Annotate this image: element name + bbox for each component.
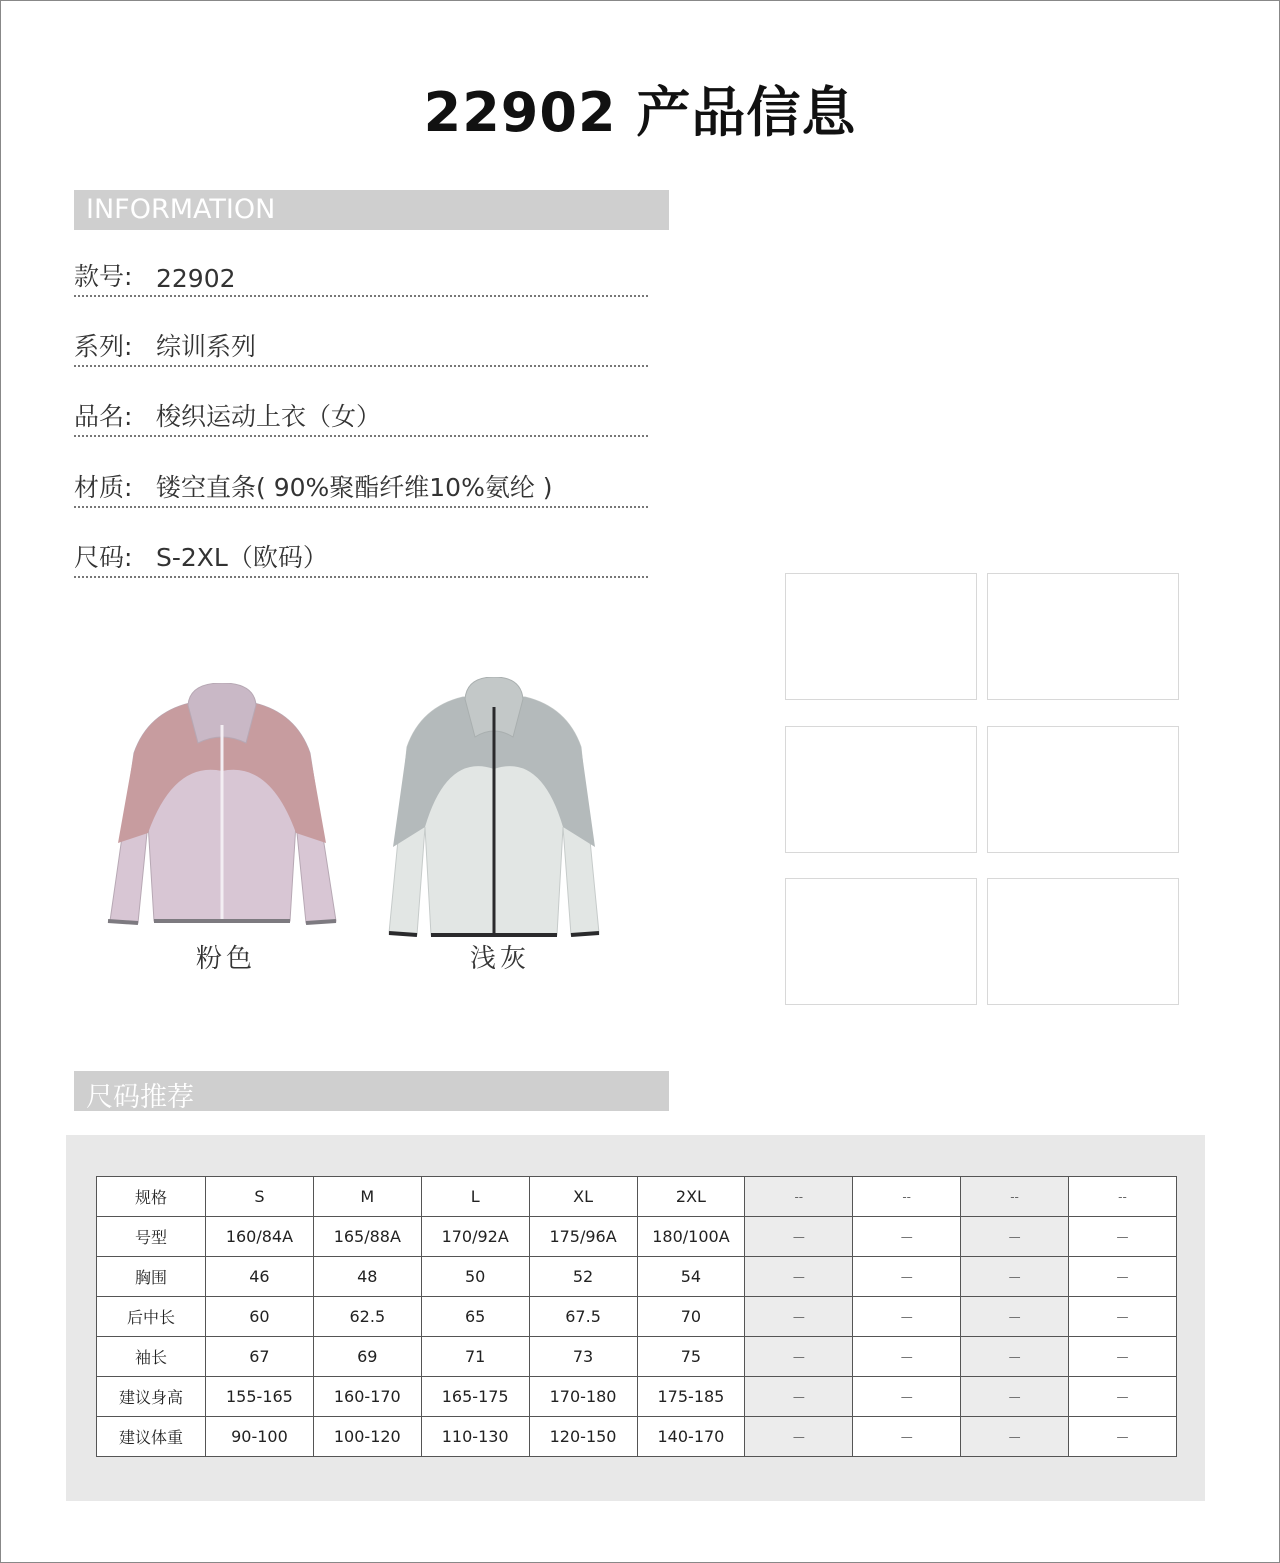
info-value: 综训系列 bbox=[156, 332, 257, 361]
table-cell: — bbox=[745, 1337, 853, 1377]
table-cell: 60 bbox=[206, 1297, 314, 1337]
table-cell: -- bbox=[1069, 1177, 1177, 1217]
info-value: 梭织运动上衣（女） bbox=[156, 402, 382, 431]
row-label: 袖长 bbox=[97, 1337, 206, 1377]
table-cell: — bbox=[853, 1257, 961, 1297]
row-label: 规格 bbox=[97, 1177, 206, 1217]
table-cell: -- bbox=[961, 1177, 1069, 1217]
image-placeholder bbox=[987, 573, 1179, 700]
table-cell: 67 bbox=[206, 1337, 314, 1377]
table-cell: 175/96A bbox=[529, 1217, 637, 1257]
page-title: 22902 产品信息 bbox=[423, 81, 857, 144]
table-cell: 73 bbox=[529, 1337, 637, 1377]
info-row-product-name bbox=[74, 395, 648, 437]
table-cell: — bbox=[853, 1337, 961, 1377]
info-value: S-2XL（欧码） bbox=[156, 543, 328, 572]
table-cell: — bbox=[853, 1217, 961, 1257]
table-cell: S bbox=[206, 1177, 314, 1217]
table-cell: — bbox=[1069, 1337, 1177, 1377]
table-cell: — bbox=[1069, 1297, 1177, 1337]
info-key: 尺码: bbox=[74, 543, 133, 572]
table-cell: 175-185 bbox=[637, 1377, 745, 1417]
size-table bbox=[96, 1176, 1177, 1457]
table-cell: — bbox=[745, 1257, 853, 1297]
table-cell: — bbox=[745, 1297, 853, 1337]
table-cell: 71 bbox=[421, 1337, 529, 1377]
table-cell: 165-175 bbox=[421, 1377, 529, 1417]
information-header bbox=[74, 190, 669, 230]
table-cell: XL bbox=[529, 1177, 637, 1217]
table-cell: — bbox=[745, 1377, 853, 1417]
table-cell: 75 bbox=[637, 1337, 745, 1377]
info-row-size-range bbox=[74, 536, 648, 578]
table-cell: 165/88A bbox=[313, 1217, 421, 1257]
info-key: 材质: bbox=[74, 473, 133, 502]
table-cell: -- bbox=[745, 1177, 853, 1217]
table-cell: M bbox=[313, 1177, 421, 1217]
row-label: 建议体重 bbox=[97, 1417, 206, 1457]
image-placeholder bbox=[785, 726, 977, 853]
table-cell: — bbox=[1069, 1257, 1177, 1297]
table-cell: 160-170 bbox=[313, 1377, 421, 1417]
table-row bbox=[97, 1377, 1177, 1417]
pink-jacket-image bbox=[100, 683, 344, 928]
table-cell: 69 bbox=[313, 1337, 421, 1377]
table-cell: 70 bbox=[637, 1297, 745, 1337]
info-row-series bbox=[74, 325, 648, 367]
table-cell: — bbox=[1069, 1217, 1177, 1257]
info-row-style-number bbox=[74, 255, 648, 297]
table-cell: 120-150 bbox=[529, 1417, 637, 1457]
jacket-trim bbox=[108, 921, 336, 923]
table-cell: 110-130 bbox=[421, 1417, 529, 1457]
table-cell: 160/84A bbox=[206, 1217, 314, 1257]
image-placeholder bbox=[785, 878, 977, 1005]
image-placeholder bbox=[785, 573, 977, 700]
information-header-label: INFORMATION bbox=[86, 194, 276, 225]
table-cell: — bbox=[853, 1377, 961, 1417]
table-cell: 62.5 bbox=[313, 1297, 421, 1337]
table-cell: — bbox=[961, 1217, 1069, 1257]
table-cell: — bbox=[853, 1297, 961, 1337]
table-cell: 52 bbox=[529, 1257, 637, 1297]
info-row-material bbox=[74, 466, 648, 508]
table-cell: 100-120 bbox=[313, 1417, 421, 1457]
info-key: 款号: bbox=[74, 262, 133, 291]
image-placeholder bbox=[987, 726, 1179, 853]
table-cell: 65 bbox=[421, 1297, 529, 1337]
table-row bbox=[97, 1297, 1177, 1337]
table-cell: 180/100A bbox=[637, 1217, 745, 1257]
info-value: 22902 bbox=[156, 264, 236, 293]
table-cell: 90-100 bbox=[206, 1417, 314, 1457]
table-cell: 170-180 bbox=[529, 1377, 637, 1417]
info-value: 镂空直条( 90%聚酯纤维10%氨纶 ) bbox=[156, 473, 553, 502]
size-recommendation-header-label: 尺码推荐 bbox=[86, 1082, 194, 1113]
table-cell: L bbox=[421, 1177, 529, 1217]
jacket-trim bbox=[389, 933, 599, 935]
table-cell: — bbox=[961, 1297, 1069, 1337]
table-cell: 67.5 bbox=[529, 1297, 637, 1337]
table-row bbox=[97, 1217, 1177, 1257]
table-cell: 2XL bbox=[637, 1177, 745, 1217]
table-cell: — bbox=[961, 1377, 1069, 1417]
table-cell: — bbox=[1069, 1377, 1177, 1417]
table-cell: — bbox=[853, 1417, 961, 1457]
row-label: 后中长 bbox=[97, 1297, 206, 1337]
table-cell: 50 bbox=[421, 1257, 529, 1297]
grey-jacket-image bbox=[385, 677, 603, 941]
row-label: 号型 bbox=[97, 1217, 206, 1257]
table-cell: — bbox=[961, 1417, 1069, 1457]
table-cell: 140-170 bbox=[637, 1417, 745, 1457]
table-row bbox=[97, 1417, 1177, 1457]
info-key: 系列: bbox=[74, 332, 133, 361]
color-label-pink: 粉色 bbox=[196, 944, 257, 974]
table-cell: — bbox=[961, 1257, 1069, 1297]
row-label: 建议身高 bbox=[97, 1377, 206, 1417]
table-cell: — bbox=[745, 1417, 853, 1457]
table-cell: 48 bbox=[313, 1257, 421, 1297]
color-label-grey: 浅灰 bbox=[470, 944, 531, 974]
table-cell: 155-165 bbox=[206, 1377, 314, 1417]
table-cell: — bbox=[961, 1337, 1069, 1377]
table-cell: — bbox=[745, 1217, 853, 1257]
image-placeholder bbox=[987, 878, 1179, 1005]
table-cell: 54 bbox=[637, 1257, 745, 1297]
info-key: 品名: bbox=[74, 402, 133, 431]
size-recommendation-header bbox=[74, 1071, 669, 1111]
table-row bbox=[97, 1337, 1177, 1377]
row-label: 胸围 bbox=[97, 1257, 206, 1297]
table-cell: 170/92A bbox=[421, 1217, 529, 1257]
table-row bbox=[97, 1177, 1177, 1217]
table-cell: -- bbox=[853, 1177, 961, 1217]
table-cell: — bbox=[1069, 1417, 1177, 1457]
table-row bbox=[97, 1257, 1177, 1297]
table-cell: 46 bbox=[206, 1257, 314, 1297]
